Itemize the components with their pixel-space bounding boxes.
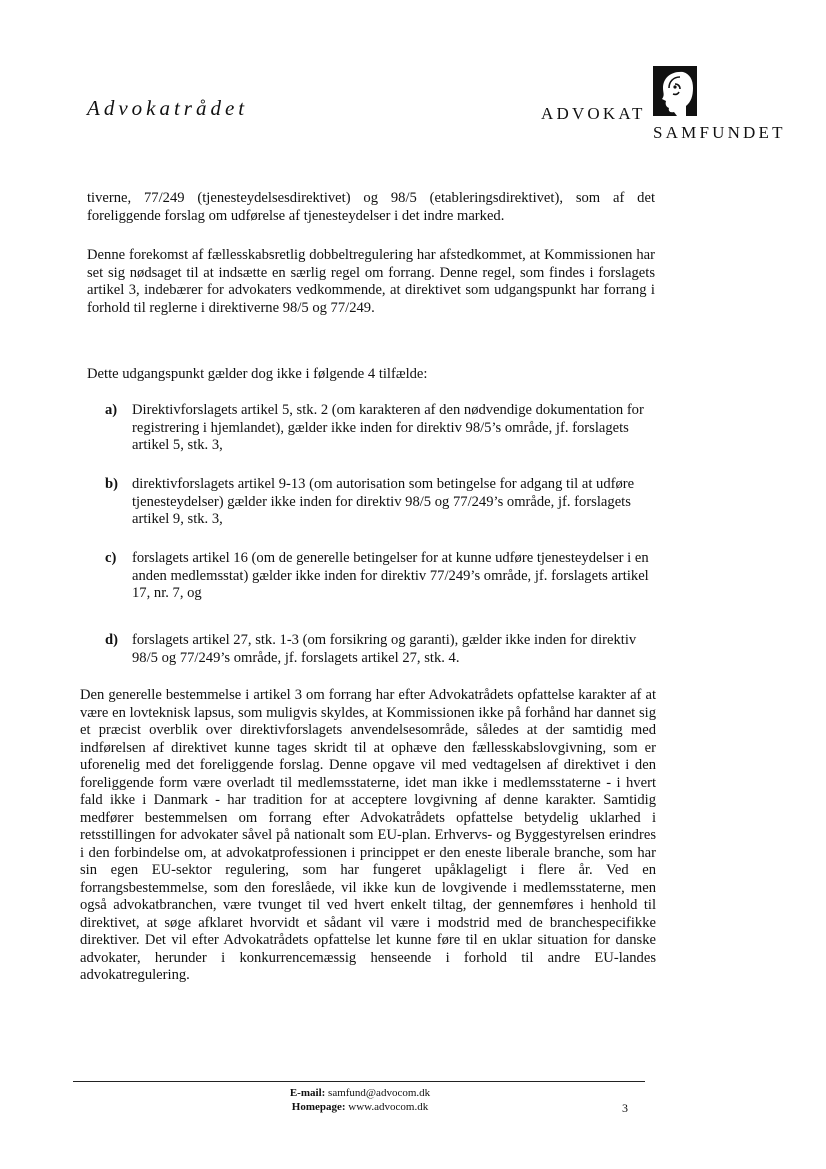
paragraph-3: Dette udgangspunkt gælder dog ikke i følgende 4 tilfælde:	[87, 366, 428, 382]
footer-homepage	[0, 1100, 720, 1114]
footer-divider	[73, 1081, 645, 1082]
email-link[interactable]: samfund@advocom.dk	[328, 1087, 431, 1099]
paragraph-2: Denne forekomst af fællesskabsretlig dobbeltregulering har afstedkommet, at Kommissionen har set sig nødsaget til at indsætte en særlig regel om forrang. Denne regel, som findes i forslagets artikel 3, indebærer for advokaters vedkommende, at direktivet som udgangspunkt har forrang i forhold til reglerne i direktiverne 98/5 og 77/249.	[87, 247, 655, 316]
list-item-text: direktivforslagets artikel 9-13 (om autorisation som betingelse for adgang til at udføre tjenesteydelser) gælder ikke inden for direktiv 98/5 og 77/249’s område, jf. forslagets artikel 9, stk. 3,	[132, 476, 635, 527]
page-number: 3	[622, 1101, 628, 1115]
logo-word-samfundet: SAMFUNDET	[653, 123, 786, 142]
logo	[541, 66, 801, 146]
list-item-label: b)	[105, 476, 118, 492]
list-item-text: Direktivforslagets artikel 5, stk. 2 (om karakteren af den nødvendige dokumentation for registrering i hjemlandet), gælder ikke inden for direktiv 98/5’s område, jf. forslagets artikel 5, stk. 3,	[132, 402, 644, 453]
list-item-text: forslagets artikel 16 (om de generelle betingelser for at kunne udføre tjenesteydelser i en anden medlemsstat) gælder ikke inden for direktiv 77/249’s område, jf. forslagets artikel 17, nr. 7, og	[132, 550, 649, 601]
list-item-label: a)	[105, 402, 118, 418]
homepage-link[interactable]: www.advocom.dk	[348, 1101, 429, 1113]
profile-head-icon	[653, 66, 697, 116]
paragraph-1: tiverne, 77/249 (tjenesteydelsesdirektivet) og 98/5 (etableringsdirektivet), som af det foreliggende forslag om udførelse af tjenesteydelser i det indre marked.	[87, 190, 655, 224]
list-item-label: d)	[105, 632, 118, 648]
footer-email	[0, 1086, 720, 1100]
list-item-label: c)	[105, 550, 117, 566]
logo-word-advokat: ADVOKAT	[541, 104, 646, 123]
brand-name: Advokatrådet	[87, 96, 249, 120]
list-item-text: forslagets artikel 27, stk. 1-3 (om forsikring og garanti), gælder ikke inden for direktiv 98/5 og 77/249’s område, jf. forslagets artikel 27, stk. 4.	[132, 632, 637, 666]
email-label: E-mail:	[289, 1087, 326, 1099]
paragraph-4: Den generelle bestemmelse i artikel 3 om forrang har efter Advokatrådets opfattelse karakter af at være en lovteknisk lapsus, som muligvis skyldes, at Kommissionen ikke på forhånd har dannet sig et præcist overblik over direktivforslagets anvendelsesområde, således at der samtidig med indførelsen af direktivet kunne tages skridt til at ophæve den fællesskabslovgivning, som er uforenelig med det foreliggende forslag. Denne opgave vil med vedtagelsen af direktivet i den foreliggende form være overladt til medlemsstaterne, idet man ikke i medlemsstaterne - i hvert fald ikke i Danmark - har tradition for at acceptere lovgivning af denne karakter. Samtidig medfører bestemmelsen om forrang efter Advokatrådets opfattelse betydelig uklarhed i retsstillingen for advokater såvel på nationalt som EU-plan. Erhvervs- og Byggestyrelsen erindres i den forbindelse om, at advokatprofessionen i princippet er den eneste liberale branche, som har sin egen EU-sektor regulering, som har fungeret upåklageligt i flere år. Ved en forrangsbestemmelse, som den foreslåede, vil ikke kun de lovgivende i medlemsstaterne, men også advokatbranchen, være tvunget til ved hvert enkelt tiltag, der gennemføres i henhold til direktivet, at søge afklaret hvorvidt et sådant vil være i modstrid med de branchespecifikke direktiver. Det vil efter Advokatrådets opfattelse let kunne føre til en uklar situation for danske advokater, herunder i konkurrencemæssig henseende i forhold til andre EU-landes advokatregulering.	[80, 687, 656, 983]
homepage-label: Homepage:	[291, 1101, 346, 1113]
